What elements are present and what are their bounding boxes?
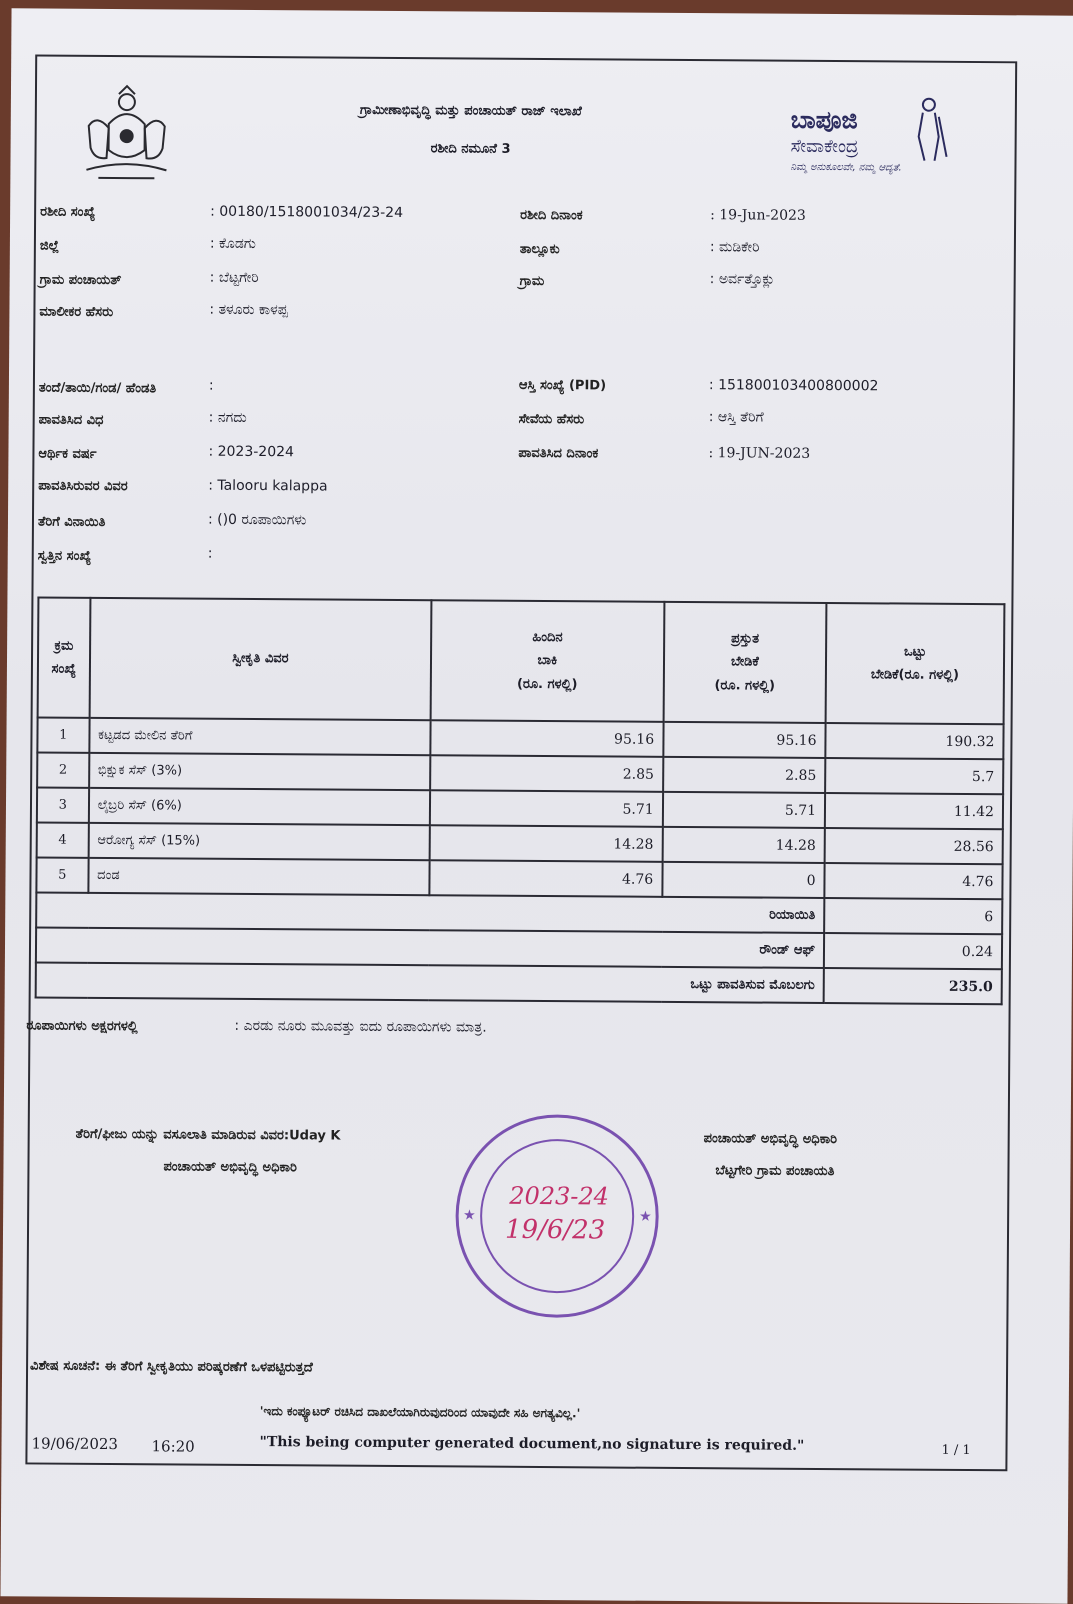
field-value-property-no: : bbox=[207, 545, 213, 562]
rebate-label: ರಿಯಾಯಿತಿ bbox=[36, 892, 824, 933]
col-header-prev-line3: (ರೂ. ಗಳಲ್ಲಿ) bbox=[516, 676, 578, 692]
panchayat-stamp-icon bbox=[448, 1107, 666, 1325]
bapuji-seva-kendra-logo bbox=[790, 96, 951, 187]
computer-note-kannada: 'ಇದು ಕಂಪ್ಯೂಟರ್ ರಚಿಸಿದ ದಾಖಲೆಯಾಗಿರುವುದರಿಂದ ಯಾವುದೇ ಸಹಿ ಅಗತ್ಯವಿಲ್ಲ.' bbox=[259, 1404, 581, 1421]
field-value-pid: : 151800103400800002 bbox=[708, 377, 879, 395]
row-current: 0 bbox=[662, 862, 825, 898]
officer-designation: ಪಂಚಾಯತ್ ಅಭಿವೃದ್ಧಿ ಅಧಿಕಾರಿ bbox=[703, 1131, 838, 1148]
fee-table bbox=[35, 596, 1006, 1005]
stamp-handwritten-year: 2023-24 bbox=[509, 1181, 610, 1211]
field-label-paid-date: ಪಾವತಿಸಿದ ದಿನಾಂಕ bbox=[518, 445, 599, 462]
receipt-paper bbox=[0, 8, 1073, 1603]
field-label-owner-name: ಮಾಲೀಕರ ಹೆಸರು bbox=[39, 304, 114, 321]
row-previous: 14.28 bbox=[430, 825, 663, 862]
page-number: 1 / 1 bbox=[941, 1442, 971, 1459]
row-current: 5.71 bbox=[663, 792, 826, 828]
officer-panchayat: ಬೆಟ್ಟಗೇರಿ ಗ್ರಾಮ ಪಂಚಾಯತಿ bbox=[715, 1163, 835, 1180]
print-date: 19/06/2023 bbox=[31, 1434, 119, 1454]
col-header-total-line2: ಬೇಡಿಕೆ(ರೂ. ಗಳಲ್ಲಿ) bbox=[870, 667, 960, 683]
row-total: 11.42 bbox=[825, 793, 1003, 829]
row-current: 95.16 bbox=[663, 722, 826, 758]
row-description: ಕಟ್ಟಡದ ಮೇಲಿನ ತೆರಿಗೆ bbox=[89, 718, 431, 755]
collector-designation: ಪಂಚಾಯತ್ ಅಭಿವೃದ್ಧಿ ಅಧಿಕಾರಿ bbox=[163, 1159, 297, 1176]
field-label-district: ಜಿಲ್ಲೆ bbox=[39, 238, 60, 254]
total-label: ಒಟ್ಟು ಪಾವತಿಸುವ ಮೊಬಲಗು bbox=[36, 962, 824, 1003]
roundoff-value: 0.24 bbox=[824, 933, 1002, 969]
field-value-district: : ಕೊಡಗು bbox=[209, 235, 256, 253]
col-header-curr-line2: ಬೇಡಿಕೆ bbox=[730, 654, 759, 670]
row-description: ಆರೋಗ್ಯ ಸೆಸ್ (15%) bbox=[88, 823, 430, 860]
row-total: 190.32 bbox=[825, 723, 1003, 759]
department-title: ಗ್ರಾಮೀಣಾಭಿವೃದ್ಧಿ ಮತ್ತು ಪಂಚಾಯತ್ ರಾಜ್ ಇಲಾಖೆ bbox=[359, 102, 582, 120]
row-previous: 4.76 bbox=[429, 860, 662, 897]
field-value-tax-exemption: : ()0 ರೂಪಾಯಿಗಳು bbox=[207, 511, 307, 529]
field-value-taluk: : ಮಡಿಕೇರಿ bbox=[709, 239, 760, 256]
col-header-sl-no: ಕ್ರಮ ಸಂಖ್ಯೆ bbox=[38, 597, 91, 717]
row-current: 2.85 bbox=[663, 757, 826, 793]
logo-sub: ಸೇವಾಕೇಂದ್ರ bbox=[790, 135, 859, 158]
row-total: 5.7 bbox=[825, 758, 1003, 794]
field-label-receipt-no: ರಶೀದಿ ಸಂಖ್ಯೆ bbox=[40, 204, 96, 220]
row-sl-no: 4 bbox=[37, 822, 89, 857]
row-sl-no: 3 bbox=[37, 787, 89, 822]
total-row bbox=[36, 962, 1002, 1004]
col-header-curr-line1: ಪ್ರಸ್ತುತ bbox=[731, 631, 760, 647]
field-value-gram-panchayat: : ಬೆಟ್ಟಗೇರಿ bbox=[209, 269, 259, 287]
fee-table-header-row bbox=[38, 597, 1005, 724]
field-value-payment-mode: : ನಗದು bbox=[208, 409, 247, 426]
row-previous: 2.85 bbox=[430, 755, 663, 792]
col-header-prev-line1: ಹಿಂದಿನ bbox=[532, 629, 563, 646]
stamp-handwritten-date: 19/6/23 bbox=[504, 1214, 606, 1246]
col-header-curr-line3: (ರೂ. ಗಳಲ್ಲಿ) bbox=[714, 677, 776, 694]
field-label-taluk: ತಾಲ್ಲೂಕು bbox=[519, 241, 560, 258]
amount-words-value: : ಎರಡು ನೂರು ಮೂವತ್ತು ಐದು ರೂಪಾಯಿಗಳು ಮಾತ್ರ. bbox=[234, 1017, 487, 1036]
row-sl-no: 2 bbox=[37, 752, 89, 787]
col-header-current-demand bbox=[663, 602, 826, 723]
logo-name: ಬಾಪೂಜಿ bbox=[790, 105, 858, 135]
col-header-previous-balance bbox=[431, 600, 665, 722]
field-label-relation: ತಂದೆ/ತಾಯಿ/ಗಂಡ/ ಹೆಂಡತಿ bbox=[38, 380, 157, 397]
rebate-value: 6 bbox=[824, 898, 1002, 934]
field-value-owner-name: : ತಳೂರು ಕಾಳಪ್ಪ bbox=[209, 301, 288, 319]
field-value-paid-date: : 19-JUN-2023 bbox=[708, 445, 811, 462]
total-value: 235.0 bbox=[824, 968, 1002, 1004]
karnataka-emblem-icon bbox=[78, 84, 175, 185]
row-sl-no: 5 bbox=[36, 857, 88, 892]
row-total: 4.76 bbox=[824, 863, 1002, 899]
svg-text:★: ★ bbox=[639, 1208, 652, 1225]
print-time: 16:20 bbox=[151, 1437, 195, 1456]
special-note: ವಿಶೇಷ ಸೂಚನೆ: ಈ ತೆರಿಗೆ ಸ್ವೀಕೃತಿಯು ಪರಿಷ್ಕರಣೆಗೆ ಒಳಪಟ್ಟಿರುತ್ತದೆ bbox=[30, 1358, 313, 1376]
field-label-financial-year: ಆರ್ಥಿಕ ವರ್ಷ bbox=[38, 446, 97, 462]
collector-details: ತೆರಿಗೆ/ಫೀಜು ಯನ್ನು ವಸೂಲಾತಿ ಮಾಡಿರುವ ವಿವರ:Uday K bbox=[75, 1126, 341, 1144]
field-value-service-name: : ಆಸ್ತಿ ತೆರಿಗೆ bbox=[708, 409, 764, 426]
field-value-receipt-no: : 00180/1518001034/23-24 bbox=[210, 203, 404, 222]
field-value-financial-year: : 2023-2024 bbox=[208, 443, 295, 461]
amount-words-label: ರೂಪಾಯಿಗಳು ಅಕ್ಷರಗಳಲ್ಲಿ bbox=[26, 1018, 138, 1035]
computer-note-english: "This being computer generated document,no signature is required." bbox=[259, 1434, 805, 1454]
field-label-tax-exemption: ತೆರಿಗೆ ವಿನಾಯಿತಿ bbox=[37, 514, 106, 530]
col-header-total-line1: ಒಟ್ಟು bbox=[903, 644, 927, 660]
row-previous: 95.16 bbox=[430, 720, 663, 757]
form-title: ರಶೀದಿ ನಮೂನೆ 3 bbox=[430, 141, 511, 157]
col-header-prev-line2: ಬಾಕಿ bbox=[537, 653, 558, 669]
field-label-payment-mode: ಪಾವತಿಸಿದ ವಿಧ bbox=[38, 412, 104, 428]
col-header-particulars: ಸ್ವೀಕೃತಿ ವಿವರ bbox=[89, 598, 431, 720]
row-current: 14.28 bbox=[662, 827, 825, 863]
col-header-total-demand bbox=[826, 603, 1005, 724]
field-value-village: : ಅರ್ವತ್ತೊಕ್ಲು bbox=[709, 271, 775, 288]
row-previous: 5.71 bbox=[430, 790, 663, 827]
field-label-service-name: ಸೇವೆಯ ಹೆಸರು bbox=[518, 411, 585, 428]
row-total: 28.56 bbox=[825, 828, 1003, 864]
row-description: ದಂಡ bbox=[88, 858, 430, 895]
field-label-payer-details: ಪಾವತಿಸಿರುವರ ವಿವರ bbox=[38, 478, 128, 495]
svg-text:★: ★ bbox=[463, 1207, 476, 1224]
roundoff-label: ರೌಂಡ್ ಆಫ್ bbox=[36, 927, 824, 968]
field-label-village: ಗ್ರಾಮ bbox=[519, 273, 545, 290]
field-value-payer-details: : Talooru kalappa bbox=[208, 477, 328, 495]
row-description: ಲೈಬ್ರರಿ ಸೆಸ್ (6%) bbox=[89, 788, 431, 825]
field-label-property-no: ಸ್ವತ್ತಿನ ಸಂಖ್ಯೆ bbox=[37, 548, 92, 564]
row-sl-no: 1 bbox=[37, 717, 89, 752]
row-description: ಭಿಕ್ಷುಕ ಸೆಸ್ (3%) bbox=[89, 753, 431, 790]
field-label-pid: ಆಸ್ತಿ ಸಂಖ್ಯೆ (PID) bbox=[518, 377, 607, 394]
field-label-gram-panchayat: ಗ್ರಾಮ ಪಂಚಾಯತ್ bbox=[39, 272, 122, 289]
field-value-receipt-date: : 19-Jun-2023 bbox=[710, 207, 806, 224]
field-value-relation: : bbox=[208, 377, 214, 394]
field-label-receipt-date: ರಶೀದಿ ದಿನಾಂಕ bbox=[520, 207, 583, 224]
gandhi-figure-icon bbox=[909, 97, 949, 163]
logo-tagline: ನಿಮ್ಮ ಅನುಕೂಲವೇ, ನಮ್ಮ ಆದ್ಯತೆ. bbox=[790, 161, 902, 174]
